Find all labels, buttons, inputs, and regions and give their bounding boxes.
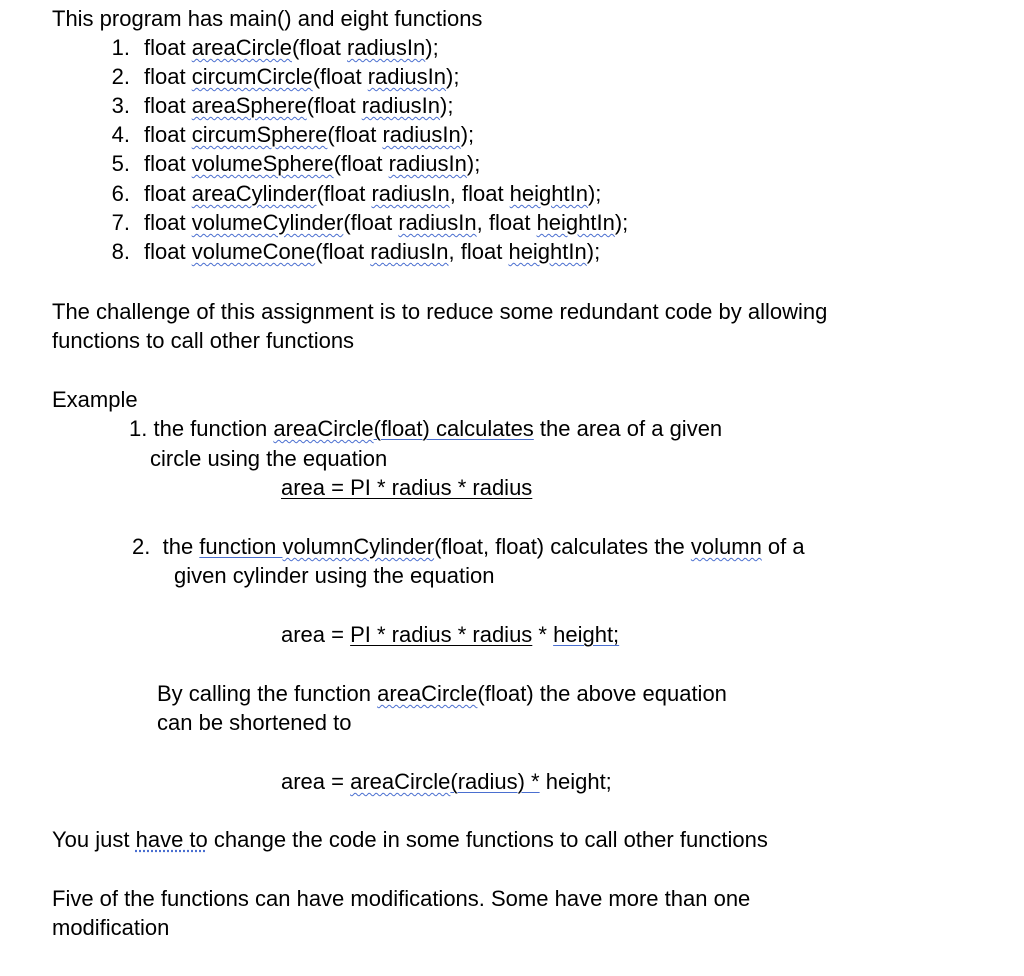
list-item: 7. float volumeCylinder(float radiusIn, float heightIn);	[111, 210, 629, 235]
example-1-line-1: 1. the function areaCircle(float) calculates the area of a given	[129, 416, 723, 441]
list-item: 5. float volumeSphere(float radiusIn);	[111, 151, 481, 176]
final-line-1: Five of the functions can have modifications. Some have more than one	[52, 886, 751, 911]
example-2-call-line-1: By calling the function areaCircle(float) the above equation	[157, 681, 727, 706]
example-1-line-2: circle using the equation	[150, 446, 388, 471]
final-line-2: modification	[52, 915, 170, 940]
list-item: 3. float areaSphere(float radiusIn);	[111, 93, 454, 118]
list-item: 2. float circumCircle(float radiusIn);	[111, 64, 460, 89]
note-text: You just have to change the code in some functions to call other functions	[52, 827, 768, 852]
example-heading: Example	[52, 387, 138, 412]
example-2-line-2: given cylinder using the equation	[174, 563, 495, 588]
example-2-line-1: 2. the function volumnCylinder(float, float) calculates the volumn of a	[132, 534, 805, 559]
list-item: 8. float volumeCone(float radiusIn, float heightIn);	[111, 239, 601, 264]
example-2-call-line-2: can be shortened to	[157, 710, 352, 735]
example-1-equation: area = PI * radius * radius	[281, 475, 533, 500]
list-item: 1. float areaCircle(float radiusIn);	[111, 35, 439, 60]
challenge-line-1: The challenge of this assignment is to reduce some redundant code by allowing	[52, 299, 828, 324]
example-2-short-equation: area = areaCircle(radius) * height;	[281, 769, 612, 794]
list-item: 6. float areaCylinder(float radiusIn, float heightIn);	[111, 181, 602, 206]
example-2-equation: area = PI * radius * radius * height;	[281, 622, 620, 647]
intro-text: This program has main() and eight functions	[52, 6, 483, 31]
challenge-line-2: functions to call other functions	[52, 328, 355, 353]
list-item: 4. float circumSphere(float radiusIn);	[111, 122, 475, 147]
